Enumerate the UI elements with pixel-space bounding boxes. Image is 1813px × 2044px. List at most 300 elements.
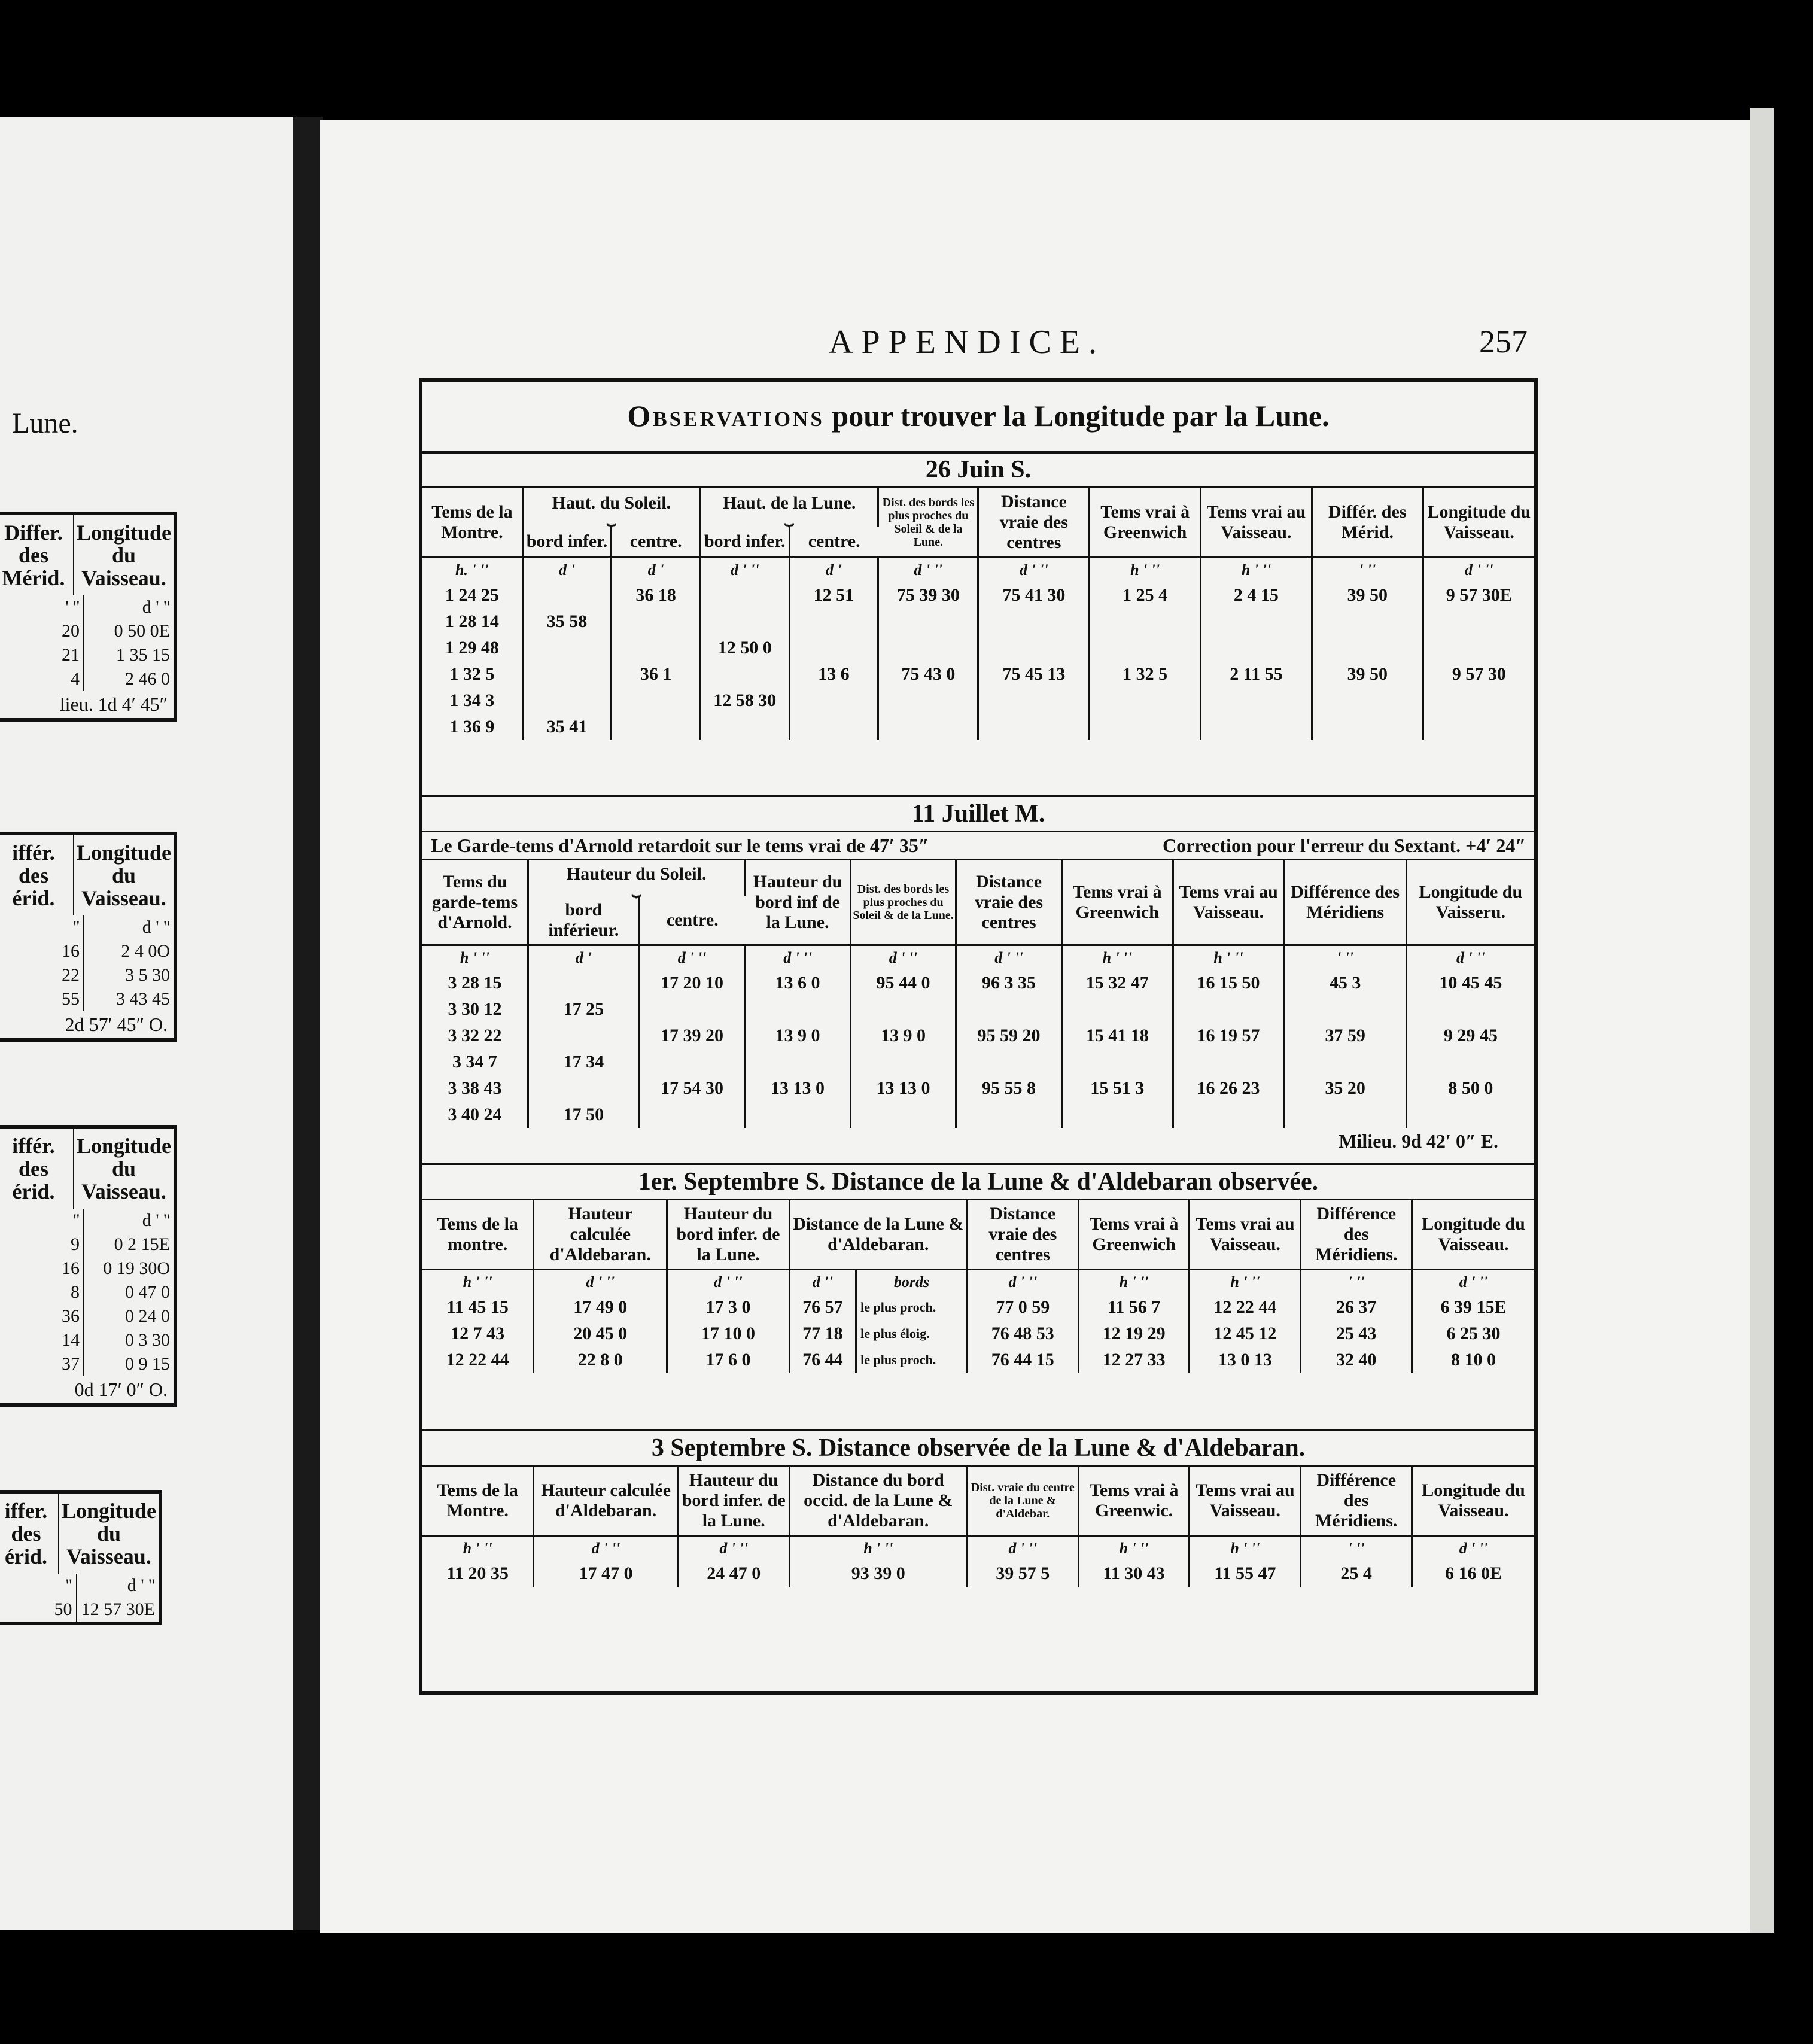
col-header: Hauteur calculée d'Aldebaran. [534,1200,667,1270]
units-row [422,558,1534,583]
table-row [422,1102,1534,1128]
unit-cell: d ' [522,558,612,583]
table-row [0,963,174,987]
table-row [0,939,174,963]
table-cell [850,1102,956,1128]
col-subheader: centre. [612,527,701,557]
table-cell: 39 50 [1312,661,1423,688]
col-header: Longitude du Vaisseau. [1422,1214,1525,1254]
table-cell [1201,714,1312,740]
unit-cell: bords [856,1270,968,1295]
unit-cell: d ' '' [967,1536,1078,1561]
table-cell: 12 58 30 [700,688,789,714]
table-cell: 6 25 30 [1446,1324,1501,1343]
table-cell [700,661,789,688]
col-header: Dist. des bords les plus proches du Soleil & de la Lune. [850,860,956,945]
table-cell: 9 57 30E [1446,585,1512,605]
table-cell: 17 3 0 [667,1294,789,1321]
table-cell: 1 35 15 [116,645,170,665]
col-header: Tems vrai au Vaisseau. [1201,488,1312,558]
col-subheader: bord infer. [522,527,612,557]
table-cell: 75 45 13 [978,661,1090,688]
col-header: Dist. vraie du centre de la Lune & d'Aldebar. [967,1467,1078,1536]
table-cell [1284,996,1406,1023]
table-cell: 10 45 45 [1439,973,1502,993]
table-cell [1090,688,1201,714]
unit-cell: d ' '' [534,1270,667,1295]
table-cell: 12 45 12 [1190,1321,1301,1347]
table-cell: 1 34 3 [422,688,522,714]
table-cell: 45 3 [1284,970,1406,996]
col-header: Tems vrai à Greenwic. [1078,1467,1190,1536]
table-cell: 32 40 [1301,1347,1412,1373]
table-row [0,1598,159,1622]
table-cell: 96 3 35 [956,970,1062,996]
table-cell: 15 41 18 [1061,1023,1173,1049]
section-3-septembre [422,1429,1534,1587]
unit-cell: h ' '' [1173,945,1284,971]
milieu-note: 0d 17′ 0″ O. [74,1379,168,1400]
col-header: Différence des Méridiens. [1301,1200,1412,1270]
left-table-header [0,515,174,595]
table-cell: 16 [0,939,84,963]
table-cell: 35 20 [1284,1075,1406,1102]
col-header: Tems de la Montre. [422,488,522,558]
unit-cell: d ' '' [678,1536,789,1561]
left-page-title: Lune. [12,407,78,439]
table-cell [1406,996,1534,1023]
table-cell: 39 57 5 [967,1561,1078,1587]
table-cell: 0 47 0 [125,1282,170,1302]
col-subheader: centre. [808,531,860,552]
table-cell: 2 46 0 [125,669,170,689]
unit-cell: d ' '' [142,917,170,937]
table-cell [745,996,851,1023]
table-cell: 11 56 7 [1078,1294,1190,1321]
unit-cell: d ' '' [1412,1536,1534,1561]
table-cell [700,714,789,740]
col-header: Longitude du Vaisseru. [1419,882,1523,922]
col-header: Dist. des bords les plus proches du Soleil & de la Lune. [878,488,978,558]
table-cell [789,635,878,661]
table-cell [878,635,978,661]
table-cell [878,688,978,714]
table-cell: 76 44 [789,1347,856,1373]
table-cell: 2 4 0O [121,941,170,961]
table-cell: 13 6 0 [745,970,851,996]
table-cell: 2 4 15 [1201,582,1312,609]
table-row [422,714,1534,740]
col-header: iffer. des érid. [0,1494,59,1574]
table-cell [1312,688,1423,714]
col-header: Tems de la montre. [422,1200,534,1270]
table-cell: 75 43 0 [878,661,978,688]
units-row [0,1209,174,1233]
col-header: Longitude du Vaisseau. [61,1499,156,1568]
table-cell: le plus proch. [856,1347,968,1373]
unit-cell: h ' '' [789,1536,967,1561]
table-cell [789,609,878,635]
table-cell: 12 7 43 [422,1321,534,1347]
table-cell [1173,1102,1284,1128]
table-cell: 12 19 29 [1078,1321,1190,1347]
table-cell: 16 [0,1257,84,1280]
table-cell: 3 38 43 [422,1075,528,1102]
unit-cell: d ' '' [127,1575,155,1595]
table-cell [522,661,612,688]
table-cell: 8 10 0 [1451,1350,1496,1370]
unit-cell: d ' '' [956,945,1062,971]
unit-cell: h ' '' [1090,558,1201,583]
table-cell [1312,714,1423,740]
col-header: Tems vrai au Vaisseau. [1173,860,1284,945]
table-cell: 16 26 23 [1173,1075,1284,1102]
table-cell [1406,1049,1534,1075]
table-row [0,987,174,1011]
table-cell: 22 8 0 [534,1347,667,1373]
table-cell: 15 32 47 [1061,970,1173,996]
sextant-correction: Correction pour l'erreur du Sextant. +4′ 24″ [1163,835,1526,856]
col-subheader: bord infer. [700,527,789,557]
table-cell: 3 5 30 [125,965,170,985]
left-table-header [0,1494,159,1574]
table-cell: 0 19 30O [103,1258,170,1278]
table-cell: 3 34 7 [422,1049,528,1075]
table-cell: 36 1 [612,661,701,688]
table-cell: 17 54 30 [639,1075,745,1102]
unit-cell: d ' [789,558,878,583]
col-header: Distance du bord occid. de la Lune & d'Aldebaran. [789,1467,967,1536]
table-cell: 35 58 [522,609,612,635]
table-cell: 13 13 0 [850,1075,956,1102]
table-cell [1201,635,1312,661]
table-cell: 77 18 [789,1321,856,1347]
section-11-juillet [422,795,1534,1155]
table-cell [1201,688,1312,714]
table-row [422,970,1534,996]
table-row [422,1561,1534,1587]
col-subheader: centre. [666,910,719,930]
unit-cell: d ' '' [850,945,956,971]
col-header: Longitude du Vaisseau. [1422,1480,1525,1520]
running-header: APPENDICE. [829,324,1106,361]
table-cell: 95 44 0 [850,970,956,996]
unit-cell: d ' '' [534,1536,679,1561]
table-row [422,1049,1534,1075]
table-cell [1423,635,1534,661]
col-header: Distance vraie des centres [956,860,1062,945]
col-header: Tems vrai à Greenwich [1061,860,1173,945]
table-cell: 17 20 10 [639,970,745,996]
table-cell [1061,1102,1173,1128]
table-cell: 1 32 5 [422,661,522,688]
table-cell: 0 50 0E [114,621,170,641]
unit-cell: d ' '' [1406,945,1534,971]
table-row [0,643,174,667]
unit-cell: d ' [528,945,640,971]
table-cell [745,1049,851,1075]
table-cell: 17 10 0 [667,1321,789,1347]
table-cell: 11 20 35 [422,1561,534,1587]
table-cell: 39 50 [1312,582,1423,609]
table-cell [878,609,978,635]
table-row [0,1352,174,1376]
table-cell: 75 41 30 [978,582,1090,609]
table-cell [978,609,1090,635]
col-header: Tems vrai au Vaisseau. [1190,1200,1301,1270]
unit-cell: h ' '' [1078,1270,1190,1295]
table-cell: 36 18 [612,582,701,609]
observation-table-frame [419,378,1538,1695]
table-cell: 13 13 0 [745,1075,851,1102]
left-table-fragment [0,1125,177,1407]
unit-cell: ' '' [1284,945,1406,971]
table-cell [1090,609,1201,635]
unit-cell: d ' '' [1423,558,1534,583]
table-cell: 15 51 3 [1061,1075,1173,1102]
table-row [0,1328,174,1352]
table-cell: 8 50 0 [1448,1078,1493,1098]
table-cell: 93 39 0 [789,1561,967,1587]
col-header: Différence des Méridiens [1284,860,1406,945]
unit-cell: d ' '' [745,945,851,971]
milieu-note: Milieu. 9d 42′ 0″ E. [1339,1130,1498,1152]
unit-cell: ' '' [1301,1270,1412,1295]
table-cell: 13 0 13 [1190,1347,1301,1373]
table-cell: 3 30 12 [422,996,528,1023]
table-row [422,609,1534,635]
table-row [0,667,174,691]
unit-cell: h ' '' [1190,1536,1301,1561]
table-cell [1312,635,1423,661]
table-cell [1201,609,1312,635]
chronometer-note: Le Garde-tems d'Arnold retardoit sur le tems vrai de 47′ 35″ [431,835,929,856]
unit-cell: d ' '' [639,945,745,971]
left-table-fragment [0,832,177,1042]
table-row [0,1304,174,1328]
units-row [0,915,174,939]
table-cell [1173,1049,1284,1075]
table-cell: 16 15 50 [1173,970,1284,996]
table-cell: 25 43 [1301,1321,1412,1347]
table-cell [1423,714,1534,740]
col-header: Haut. de la Lune. ⏟ [700,488,878,527]
col-header: Longitude du Vaisseau. [76,521,171,590]
unit-cell: h ' '' [1061,945,1173,971]
table-cell [1284,1102,1406,1128]
section-1er-septembre [422,1163,1534,1373]
table-cell: 3 28 15 [422,970,528,996]
page-number: 257 [1479,324,1528,360]
table-cell: 1 25 4 [1090,582,1201,609]
table-cell [956,996,1062,1023]
table-row [422,582,1534,609]
left-table-header [0,1129,174,1209]
units-row [422,1270,1534,1295]
table-cell [612,688,701,714]
table-cell: 14 [0,1328,84,1352]
table-row [422,1023,1534,1049]
table-cell [789,688,878,714]
table-cell: 3 32 22 [422,1023,528,1049]
table-cell [1423,688,1534,714]
table-cell: 26 37 [1301,1294,1412,1321]
table-cell: 20 [0,619,84,643]
col-header: Tems vrai au Vaisseau. [1190,1467,1301,1536]
table-cell: 9 57 30 [1452,664,1506,684]
section-heading: 3 Septembre S. Distance observée de la Lune & d'Aldebaran. [422,1431,1534,1467]
table-row [422,661,1534,688]
observations-table-4 [422,1467,1534,1587]
table-cell [612,609,701,635]
unit-cell: '' [0,915,84,939]
table-cell [639,1049,745,1075]
units-row [0,595,174,619]
table-cell: 11 45 15 [422,1294,534,1321]
table-cell: le plus proch. [856,1294,968,1321]
table-cell [522,688,612,714]
left-table-fragment [0,1490,162,1625]
table-cell: 6 16 0E [1445,1564,1502,1583]
table-cell: 1 24 25 [422,582,522,609]
table-cell: 0 2 15E [114,1234,170,1254]
table-row [0,1257,174,1280]
unit-cell: ' '' [0,595,84,619]
table-cell [528,970,640,996]
table-cell: 12 50 0 [700,635,789,661]
col-header: Différ. des Mérid. [1312,488,1423,558]
table-cell: 76 57 [789,1294,856,1321]
table-cell: le plus éloig. [856,1321,968,1347]
table-cell: 13 9 0 [850,1023,956,1049]
unit-cell: d ' '' [667,1270,789,1295]
table-cell: 37 [0,1352,84,1376]
table-cell: 1 36 9 [422,714,522,740]
unit-cell: h ' '' [1078,1536,1190,1561]
milieu-note: lieu. 1d 4′ 45″ [59,694,168,715]
table-cell [528,1075,640,1102]
table-cell [1406,1102,1534,1128]
unit-cell: d ' '' [967,1270,1078,1295]
unit-cell: d ' '' [878,558,978,583]
unit-cell: d '' [789,1270,856,1295]
table-cell: 3 43 45 [116,989,170,1009]
section-heading: 1er. Septembre S. Distance de la Lune & d'Aldebaran observée. [422,1165,1534,1200]
table-cell: 17 49 0 [534,1294,667,1321]
table-cell: 0 9 15 [125,1354,170,1374]
table-cell [522,635,612,661]
table-cell: 9 29 45 [1443,1026,1498,1045]
unit-cell: h ' '' [422,945,528,971]
unit-cell: ' '' [1312,558,1423,583]
table-cell [612,714,701,740]
table-cell: 37 59 [1284,1023,1406,1049]
col-subheader: bord inférieur. [528,896,640,945]
observations-table-3 [422,1200,1534,1373]
table-row [422,1321,1534,1347]
col-header: Différence des Méridiens. [1301,1467,1412,1536]
table-cell [612,635,701,661]
col-header: iffér. des érid. [0,1129,74,1209]
unit-cell: d ' '' [978,558,1090,583]
table-cell: 17 50 [528,1102,640,1128]
table-cell: 12 22 44 [1190,1294,1301,1321]
unit-cell: '' [0,1574,77,1598]
table-cell: 76 48 53 [967,1321,1078,1347]
table-cell [1284,1049,1406,1075]
table-cell: 17 47 0 [534,1561,679,1587]
table-cell: 17 34 [528,1049,640,1075]
unit-cell: '' [0,1209,84,1233]
unit-cell: d ' '' [700,558,789,583]
table-cell: 36 [0,1304,84,1328]
table-cell: 16 19 57 [1173,1023,1284,1049]
table-cell: 50 [0,1598,77,1622]
table-cell [850,1049,956,1075]
table-cell: 22 [0,963,84,987]
col-header: Hauteur du bord infer. de la Lune. [667,1200,789,1270]
table-cell [745,1102,851,1128]
table-cell: 12 22 44 [422,1347,534,1373]
table-cell: 0 24 0 [125,1306,170,1326]
col-header: Hauteur du bord inf de la Lune. [745,860,851,945]
table-cell [850,996,956,1023]
table-cell: 13 6 [789,661,878,688]
col-header: Distance de la Lune & d'Aldebaran. [789,1200,967,1270]
col-header: Distance vraie des centres [978,488,1090,558]
table-cell: 1 28 14 [422,609,522,635]
section-heading: 11 Juillet M. [422,797,1534,832]
table-cell [956,1102,1062,1128]
milieu-note: 2d 57′ 45″ O. [65,1014,168,1035]
col-header: Longitude du Vaisseau. [76,1134,171,1203]
table-cell: 2 11 55 [1201,661,1312,688]
section-note [422,832,1534,860]
table-cell: 25 4 [1301,1561,1412,1587]
unit-cell: ' '' [1301,1536,1412,1561]
table-cell [700,582,789,609]
table-cell: 95 55 8 [956,1075,1062,1102]
unit-cell: h ' '' [422,1270,534,1295]
table-cell [1090,635,1201,661]
table-cell: 76 44 15 [967,1347,1078,1373]
unit-cell: h. ' '' [422,558,522,583]
unit-cell: d ' '' [1412,1270,1534,1295]
table-cell: 35 41 [522,714,612,740]
table-row [0,1280,174,1304]
col-header: Haut. du Soleil. ⏟ [522,488,700,527]
table-row [422,635,1534,661]
table-cell [878,714,978,740]
unit-cell: d ' '' [142,597,170,617]
table-cell: 13 9 0 [745,1023,851,1049]
table-cell [522,582,612,609]
table-cell: 17 6 0 [667,1347,789,1373]
unit-cell: h ' '' [1201,558,1312,583]
table-cell [978,688,1090,714]
table-cell [1061,996,1173,1023]
table-cell: 21 [0,643,84,667]
table-row [422,1347,1534,1373]
col-header: Hauteur calculée d'Aldebaran. [534,1467,679,1536]
table-cell: 8 [0,1280,84,1304]
table-title: Observations pour trouver la Longitude par la Lune. [422,382,1534,454]
table-cell: 11 55 47 [1190,1561,1301,1587]
col-header: Longitude du Vaisseau. [1427,502,1531,542]
table-cell: 12 57 30E [81,1599,155,1619]
observations-table-1 [422,488,1534,740]
table-cell [1173,996,1284,1023]
